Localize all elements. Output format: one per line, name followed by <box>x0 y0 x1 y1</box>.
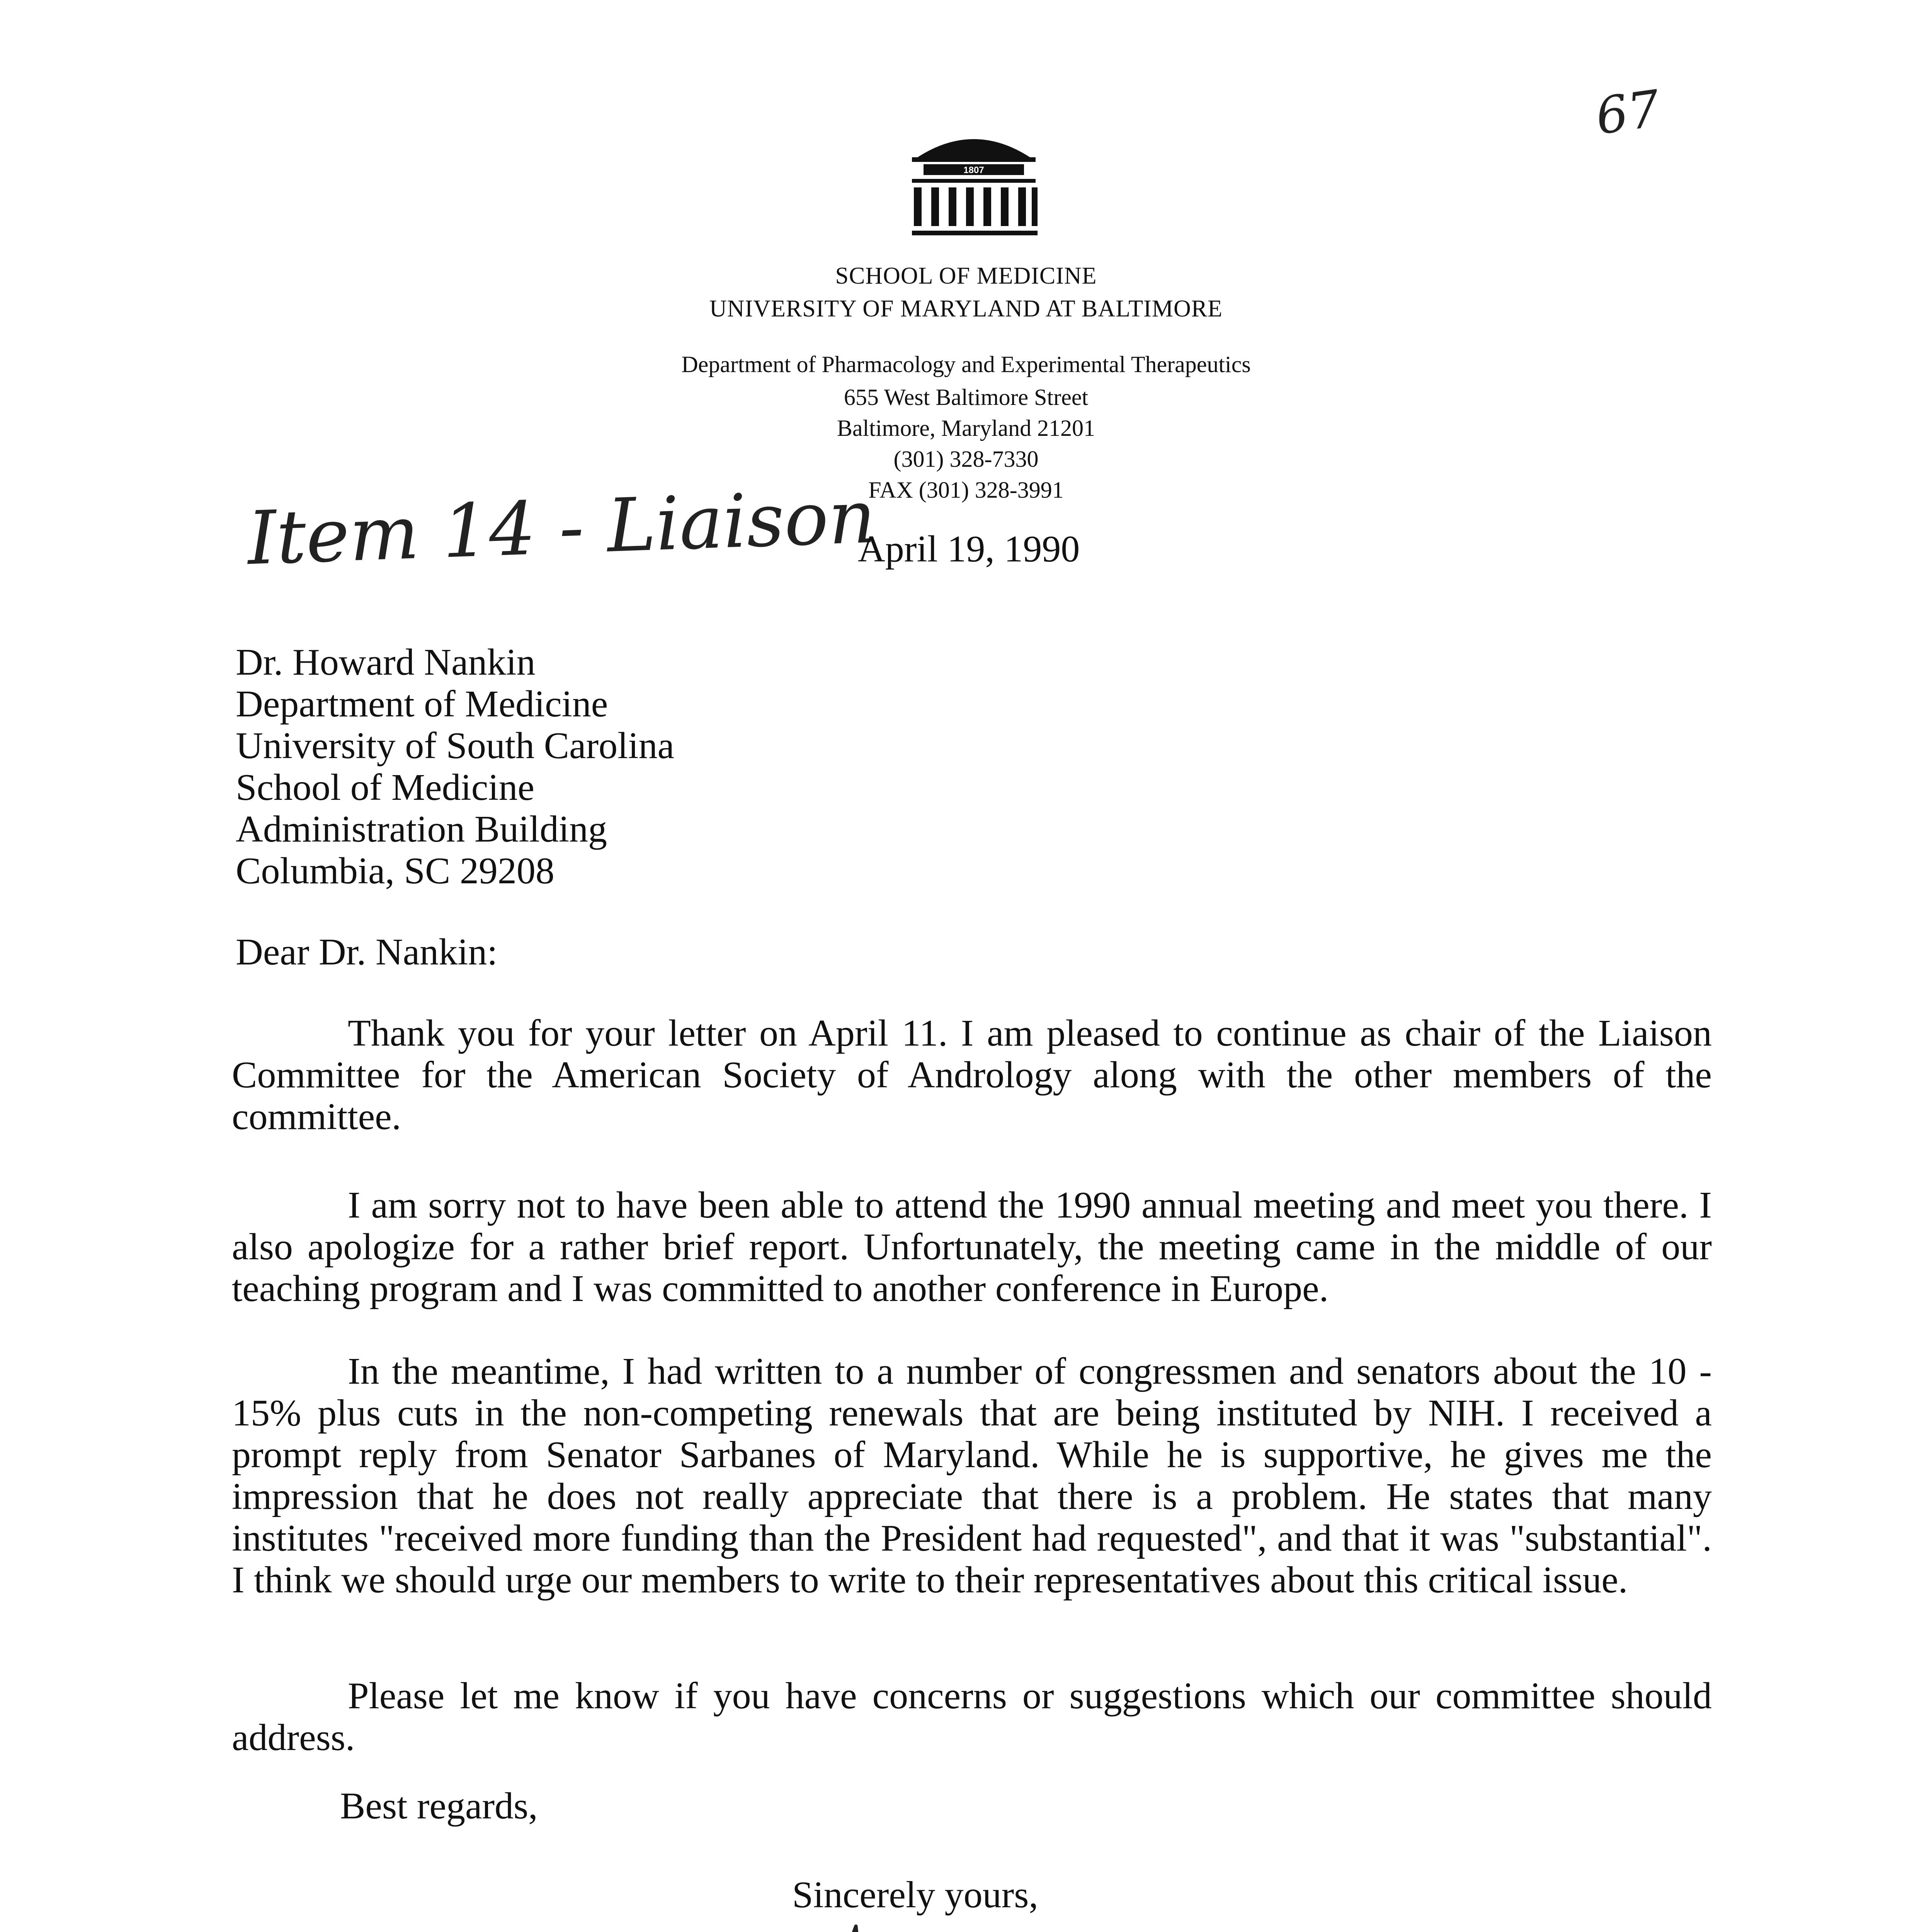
letterhead-phone: (301) 328-7330 <box>893 446 1039 472</box>
paragraph: Please let me know if you have concerns or suggestions which our committee should address. <box>232 1675 1712 1759</box>
recipient-line: Dr. Howard Nankin <box>236 641 536 683</box>
letterhead-university: UNIVERSITY OF MARYLAND AT BALTIMORE <box>709 296 1223 322</box>
recipient-line: School of Medicine <box>236 767 534 808</box>
letter-date: April 19, 1990 <box>858 528 1080 570</box>
letterhead-street: 655 West Baltimore Street <box>844 384 1089 410</box>
recipient-line: Department of Medicine <box>236 683 608 725</box>
letterhead-department: Department of Pharmacology and Experimental Therapeutics <box>681 352 1251 377</box>
salutation: Dear Dr. Nankin: <box>236 931 498 973</box>
letterhead-fax: FAX (301) 328-3991 <box>868 477 1064 503</box>
paragraph: Thank you for your letter on April 11. I am pleased to continue as chair of the Liaison Committee for the American Society of Andrology along with the other members of the committee. <box>232 1012 1712 1138</box>
letterhead-city: Baltimore, Maryland 21201 <box>837 415 1095 441</box>
handwritten-signature <box>819 1918 1213 1932</box>
handwritten-annotation: Item 14 - Liaison <box>246 474 877 582</box>
letterhead-school: SCHOOL OF MEDICINE <box>835 263 1097 289</box>
seal-year: 1807 <box>963 165 984 175</box>
recipient-line: University of South Carolina <box>236 725 675 767</box>
recipient-address <box>236 641 674 892</box>
recipient-line: Administration Building <box>236 808 607 850</box>
handwritten-page-number: 67 <box>1592 79 1664 146</box>
paragraph: I am sorry not to have been able to attend the 1990 annual meeting and meet you there. I also apologize for a rather brief report. Unfortunately, the meeting came in the middle of our teaching program and I was committed to another conference in Europe. <box>232 1184 1712 1310</box>
university-seal-logo <box>900 129 1047 245</box>
closing: Best regards, <box>340 1785 538 1827</box>
sign-off: Sincerely yours, <box>792 1874 1038 1916</box>
paragraph: In the meantime, I had written to a number of congressmen and senators about the 10 - 15% plus cuts in the non-competing renewals that are being instituted by NIH. I received a prompt reply from Senator Sarbanes of Maryland. While he is supportive, he gives me the impression that he does not really appreciate that there is a problem. He states that many institutes "received more funding than the President had requested", and that it was "substantial". I think we should urge our members to write to their representatives about this critical issue. <box>232 1350 1712 1601</box>
recipient-line: Columbia, SC 29208 <box>236 850 555 892</box>
